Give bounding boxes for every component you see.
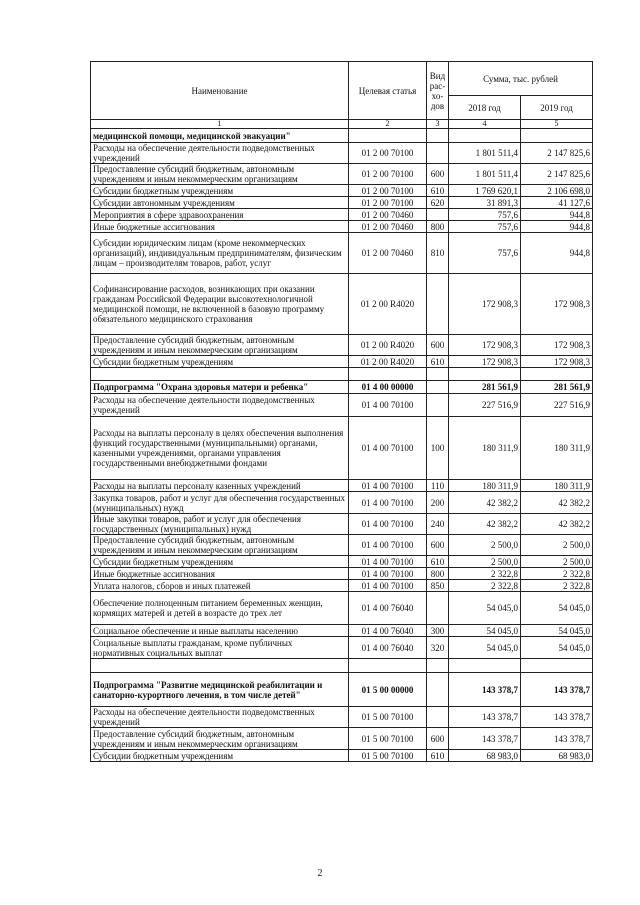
row-expense-type xyxy=(427,592,449,625)
table-row xyxy=(91,185,593,197)
row-expense-type xyxy=(427,381,449,394)
row-sum-2018: 31 891,3 xyxy=(449,197,521,209)
row-expense-type xyxy=(427,673,449,707)
row-target-article: 01 2 00 R4020 xyxy=(349,335,427,356)
table-row xyxy=(91,129,593,143)
column-index-row xyxy=(91,120,593,129)
row-name: Подпрограмма "Охрана здоровья матери и ребенка" xyxy=(91,381,349,394)
page-number: 2 xyxy=(317,868,323,879)
row-expense-type xyxy=(427,143,449,164)
header-year-2019: 2019 год xyxy=(521,96,593,120)
budget-table xyxy=(90,61,593,762)
row-expense-type: 110 xyxy=(427,480,449,492)
row-expense-type: 610 xyxy=(427,356,449,368)
column-index: 4 xyxy=(449,120,521,129)
row-name: Расходы на обеспечение деятельности подведомственных учреждений xyxy=(91,707,349,728)
table-row xyxy=(91,568,593,580)
table-row xyxy=(91,381,593,394)
row-name: Расходы на выплаты персоналу в целях обеспечения выполнения функций государственными (муниципальными) органами, казенными учреждениями, органами управления государственными внебюджетными фондами xyxy=(91,417,349,480)
row-name: Предоставление субсидий бюджетным, автономным учреждениям и иным некоммерческим организациям xyxy=(91,335,349,356)
table-row xyxy=(91,728,593,750)
row-target-article: 01 4 00 70100 xyxy=(349,417,427,480)
row-name: Расходы на обеспечение деятельности подведомственных учреждений xyxy=(91,394,349,417)
row-sum-2018: 172 908,3 xyxy=(449,335,521,356)
table-row xyxy=(91,356,593,368)
row-name: Подпрограмма "Развитие медицинской реабилитации и санаторно-курортного лечения, в том числе детей" xyxy=(91,673,349,707)
row-target-article xyxy=(349,129,427,143)
row-target-article: 01 4 00 76040 xyxy=(349,592,427,625)
row-name: Социальное обеспечение и иные выплаты населению xyxy=(91,625,349,637)
column-index: 2 xyxy=(349,120,427,129)
row-sum-2019: 172 908,3 xyxy=(521,356,593,368)
row-sum-2019: 172 908,3 xyxy=(521,274,593,335)
row-sum-2018: 2 500,0 xyxy=(449,556,521,568)
row-target-article: 01 4 00 76040 xyxy=(349,625,427,637)
table-row xyxy=(91,274,593,335)
row-target-article: 01 4 00 70100 xyxy=(349,556,427,568)
row-sum-2018: 227 516,9 xyxy=(449,394,521,417)
row-sum-2019: 54 045,0 xyxy=(521,637,593,659)
table-row xyxy=(91,492,593,514)
row-sum-2018: 54 045,0 xyxy=(449,592,521,625)
row-expense-type: 610 xyxy=(427,750,449,762)
row-sum-2018: 68 983,0 xyxy=(449,750,521,762)
row-target-article: 01 4 00 70100 xyxy=(349,492,427,514)
row-target-article: 01 2 00 R4020 xyxy=(349,274,427,335)
row-target-article: 01 2 00 R4020 xyxy=(349,356,427,368)
row-sum-2018: 1 801 511,4 xyxy=(449,143,521,164)
row-name: Расходы на выплаты персоналу казенных учреждений xyxy=(91,480,349,492)
row-sum-2018: 180 311,9 xyxy=(449,480,521,492)
row-sum-2019: 944,8 xyxy=(521,209,593,221)
row-name: Мероприятия в сфере здравоохранения xyxy=(91,209,349,221)
table-row xyxy=(91,673,593,707)
row-sum-2019: 172 908,3 xyxy=(521,335,593,356)
row-sum-2019 xyxy=(521,368,593,381)
row-target-article: 01 5 00 00000 xyxy=(349,673,427,707)
row-expense-type: 800 xyxy=(427,221,449,233)
row-target-article: 01 4 00 70100 xyxy=(349,394,427,417)
row-expense-type: 600 xyxy=(427,335,449,356)
row-sum-2019: 54 045,0 xyxy=(521,592,593,625)
row-name xyxy=(91,368,349,381)
row-name: медицинской помощи, медицинской эвакуации" xyxy=(91,129,349,143)
row-target-article: 01 2 00 70100 xyxy=(349,185,427,197)
row-expense-type: 600 xyxy=(427,164,449,185)
row-sum-2018: 1 801 511,4 xyxy=(449,164,521,185)
row-target-article xyxy=(349,659,427,673)
row-name: Социальные выплаты гражданам, кроме публичных нормативных социальных выплат xyxy=(91,637,349,659)
row-sum-2018: 2 500,0 xyxy=(449,535,521,556)
row-target-article: 01 2 00 70100 xyxy=(349,143,427,164)
row-sum-2018 xyxy=(449,368,521,381)
row-sum-2018: 281 561,9 xyxy=(449,381,521,394)
row-sum-2018: 42 382,2 xyxy=(449,514,521,535)
row-sum-2019: 42 382,2 xyxy=(521,514,593,535)
row-sum-2018 xyxy=(449,659,521,673)
row-sum-2019: 68 983,0 xyxy=(521,750,593,762)
table-row xyxy=(91,197,593,209)
row-sum-2018: 42 382,2 xyxy=(449,492,521,514)
row-sum-2019: 41 127,6 xyxy=(521,197,593,209)
row-name: Закупка товаров, работ и услуг для обеспечения государственных (муниципальных) нужд xyxy=(91,492,349,514)
row-expense-type: 610 xyxy=(427,185,449,197)
table-row xyxy=(91,209,593,221)
row-target-article: 01 4 00 76040 xyxy=(349,637,427,659)
row-name: Софинансирование расходов, возникающих при оказании гражданам Российской Федерации высокотехнологичной медицинской помощи, не включенной в базовую программу обязательного медицинского страхования xyxy=(91,274,349,335)
row-expense-type: 610 xyxy=(427,556,449,568)
row-sum-2018: 54 045,0 xyxy=(449,637,521,659)
header-expense-type: Вид рас-хо-дов xyxy=(427,62,449,120)
row-name: Предоставление субсидий бюджетным, автономным учреждениям и иным некоммерческим организациям xyxy=(91,164,349,185)
row-sum-2018: 757,6 xyxy=(449,209,521,221)
row-name: Уплата налогов, сборов и иных платежей xyxy=(91,580,349,592)
row-name: Иные закупки товаров, работ и услуг для обеспечения государственных (муниципальных) нужд xyxy=(91,514,349,535)
row-sum-2019: 227 516,9 xyxy=(521,394,593,417)
table-row xyxy=(91,750,593,762)
row-expense-type xyxy=(427,707,449,728)
row-name: Субсидии бюджетным учреждениям xyxy=(91,556,349,568)
row-sum-2019 xyxy=(521,129,593,143)
row-target-article: 01 2 00 70460 xyxy=(349,221,427,233)
row-sum-2018: 172 908,3 xyxy=(449,274,521,335)
row-expense-type: 800 xyxy=(427,568,449,580)
row-expense-type: 300 xyxy=(427,625,449,637)
row-target-article: 01 4 00 70100 xyxy=(349,480,427,492)
row-expense-type xyxy=(427,659,449,673)
row-target-article: 01 2 00 70100 xyxy=(349,164,427,185)
table-row xyxy=(91,659,593,673)
row-name: Субсидии бюджетным учреждениям xyxy=(91,750,349,762)
row-name: Субсидии автономным учреждениям xyxy=(91,197,349,209)
table-row xyxy=(91,556,593,568)
row-expense-type: 100 xyxy=(427,417,449,480)
row-name: Обеспечение полноценным питанием беременных женщин, кормящих матерей и детей в возрасте до трех лет xyxy=(91,592,349,625)
row-sum-2019: 143 378,7 xyxy=(521,728,593,750)
row-sum-2018: 1 769 620,1 xyxy=(449,185,521,197)
table-row xyxy=(91,637,593,659)
row-target-article: 01 4 00 70100 xyxy=(349,580,427,592)
row-sum-2019: 2 147 825,6 xyxy=(521,164,593,185)
row-expense-type xyxy=(427,394,449,417)
row-expense-type: 240 xyxy=(427,514,449,535)
row-name: Иные бюджетные ассигнования xyxy=(91,568,349,580)
row-sum-2019: 281 561,9 xyxy=(521,381,593,394)
table-row xyxy=(91,535,593,556)
row-target-article: 01 5 00 70100 xyxy=(349,750,427,762)
table-row xyxy=(91,164,593,185)
row-sum-2019: 944,8 xyxy=(521,233,593,274)
row-sum-2019: 2 500,0 xyxy=(521,556,593,568)
row-sum-2019: 2 106 698,0 xyxy=(521,185,593,197)
row-target-article: 01 4 00 70100 xyxy=(349,514,427,535)
row-expense-type: 810 xyxy=(427,233,449,274)
row-name xyxy=(91,659,349,673)
row-target-article: 01 2 00 70460 xyxy=(349,233,427,274)
row-sum-2019: 2 500,0 xyxy=(521,535,593,556)
row-sum-2018: 143 378,7 xyxy=(449,707,521,728)
row-sum-2018: 143 378,7 xyxy=(449,728,521,750)
table-row xyxy=(91,580,593,592)
row-sum-2018: 180 311,9 xyxy=(449,417,521,480)
row-target-article: 01 5 00 70100 xyxy=(349,707,427,728)
row-sum-2018: 2 322,8 xyxy=(449,580,521,592)
row-sum-2019: 180 311,9 xyxy=(521,417,593,480)
row-sum-2018: 757,6 xyxy=(449,233,521,274)
row-sum-2019: 42 382,2 xyxy=(521,492,593,514)
row-sum-2018: 172 908,3 xyxy=(449,356,521,368)
table-row xyxy=(91,592,593,625)
table-body xyxy=(91,129,593,762)
table-row xyxy=(91,221,593,233)
row-expense-type xyxy=(427,129,449,143)
row-target-article: 01 2 00 70100 xyxy=(349,197,427,209)
table-row xyxy=(91,335,593,356)
table-row xyxy=(91,514,593,535)
row-target-article: 01 2 00 70460 xyxy=(349,209,427,221)
row-target-article: 01 4 00 70100 xyxy=(349,568,427,580)
row-name: Расходы на обеспечение деятельности подведомственных учреждений xyxy=(91,143,349,164)
row-expense-type: 620 xyxy=(427,197,449,209)
row-expense-type xyxy=(427,209,449,221)
row-target-article: 01 4 00 70100 xyxy=(349,535,427,556)
row-sum-2018: 54 045,0 xyxy=(449,625,521,637)
row-name: Предоставление субсидий бюджетным, автономным учреждениям и иным некоммерческим организациям xyxy=(91,535,349,556)
table-row xyxy=(91,233,593,274)
table-row xyxy=(91,368,593,381)
table-row xyxy=(91,707,593,728)
column-index: 1 xyxy=(91,120,349,129)
column-index: 3 xyxy=(427,120,449,129)
row-name: Иные бюджетные ассигнования xyxy=(91,221,349,233)
row-target-article: 01 4 00 00000 xyxy=(349,381,427,394)
row-sum-2018 xyxy=(449,129,521,143)
row-expense-type: 600 xyxy=(427,535,449,556)
header-sum: Сумма, тыс. рублей xyxy=(449,62,593,96)
row-sum-2018: 757,6 xyxy=(449,221,521,233)
row-name: Предоставление субсидий бюджетным, автономным учреждениям и иным некоммерческим организациям xyxy=(91,728,349,750)
table-row xyxy=(91,417,593,480)
table-row xyxy=(91,625,593,637)
row-expense-type: 320 xyxy=(427,637,449,659)
table-row xyxy=(91,480,593,492)
row-target-article: 01 5 00 70100 xyxy=(349,728,427,750)
row-expense-type xyxy=(427,368,449,381)
row-expense-type: 200 xyxy=(427,492,449,514)
row-name: Субсидии юридическим лицам (кроме некоммерческих организаций), индивидуальным предпринимателям, физическим лицам – производителям товаров, работ, услуг xyxy=(91,233,349,274)
header-name: Наименование xyxy=(91,62,349,120)
row-expense-type xyxy=(427,274,449,335)
row-name: Субсидии бюджетным учреждениям xyxy=(91,356,349,368)
row-sum-2019: 143 378,7 xyxy=(521,673,593,707)
row-expense-type: 600 xyxy=(427,728,449,750)
row-expense-type: 850 xyxy=(427,580,449,592)
row-name: Субсидии бюджетным учреждениям xyxy=(91,185,349,197)
row-sum-2019: 54 045,0 xyxy=(521,625,593,637)
header-year-2018: 2018 год xyxy=(449,96,521,120)
row-sum-2019: 944,8 xyxy=(521,221,593,233)
row-sum-2019: 2 322,8 xyxy=(521,580,593,592)
row-target-article xyxy=(349,368,427,381)
row-sum-2018: 143 378,7 xyxy=(449,673,521,707)
table-row xyxy=(91,394,593,417)
table-row xyxy=(91,143,593,164)
row-sum-2019 xyxy=(521,659,593,673)
column-index: 5 xyxy=(521,120,593,129)
row-sum-2019: 2 147 825,6 xyxy=(521,143,593,164)
row-sum-2019: 2 322,8 xyxy=(521,568,593,580)
row-sum-2019: 143 378,7 xyxy=(521,707,593,728)
row-sum-2018: 2 322,8 xyxy=(449,568,521,580)
row-sum-2019: 180 311,9 xyxy=(521,480,593,492)
header-target-article: Целевая статья xyxy=(349,62,427,120)
